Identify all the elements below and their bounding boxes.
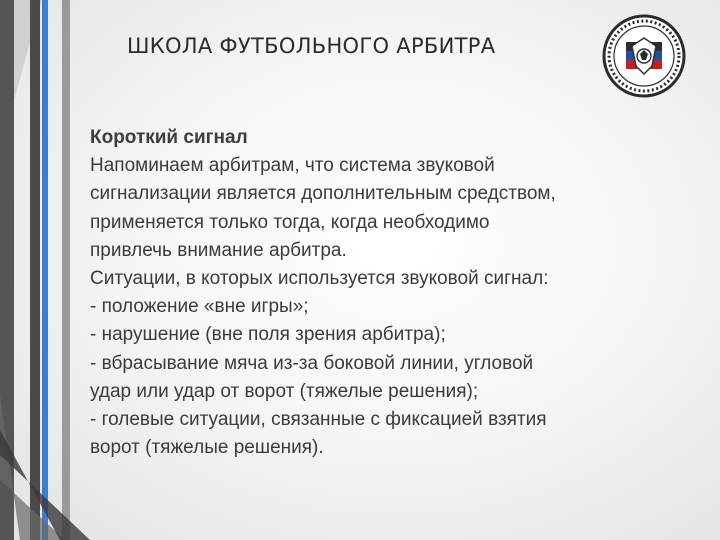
body-line: Ситуации, в которых используется звуковой сигнал:: [90, 268, 549, 290]
list-item-continuation: ворот (тяжелые решения).: [90, 437, 324, 459]
body-line: сигнализации является дополнительным средством,: [90, 183, 556, 205]
body-line: привлечь внимание арбитра.: [90, 239, 347, 261]
slide-body: [90, 124, 690, 462]
section-heading: Короткий сигнал: [90, 127, 248, 148]
slide-title: ШКОЛА ФУТБОЛЬНОГО АРБИТРА: [127, 34, 496, 58]
left-decorative-stripes: [0, 0, 90, 540]
list-item-continuation: удар или удар от ворот (тяжелые решения);: [90, 380, 479, 402]
list-item: - нарушение (вне поля зрения арбитра);: [90, 324, 446, 346]
list-item: - голевые ситуации, связанные с фиксацией взятия: [90, 409, 547, 431]
body-line: Напоминаем арбитрам, что система звуковой: [90, 155, 495, 177]
list-item: - положение «вне игры»;: [90, 296, 309, 318]
football-referee-emblem-icon: [602, 14, 686, 98]
list-item: - вбрасывание мяча из-за боковой линии, угловой: [90, 352, 534, 374]
body-line: применяется только тогда, когда необходимо: [90, 211, 490, 233]
